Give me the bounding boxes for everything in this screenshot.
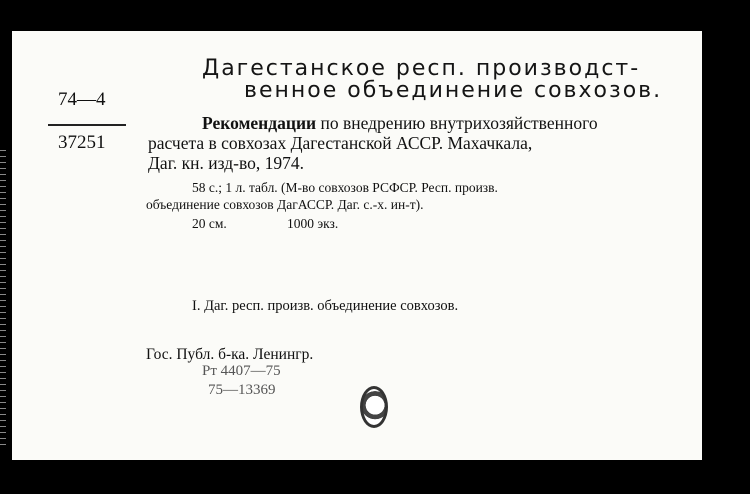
handwritten-heading-line-2: венное объединение совхозов. xyxy=(244,78,663,103)
imprint-line: Даг. кн. изд-во, 1974. xyxy=(148,153,304,173)
scan-edge-marks xyxy=(0,150,6,450)
handwritten-heading-line-1: Дагестанское респ. производст- xyxy=(202,56,641,81)
index-divider xyxy=(48,124,126,126)
registration-number-2: 75—13369 xyxy=(208,382,276,398)
classification-number: 74—4 xyxy=(58,89,106,110)
size: 20 см. xyxy=(192,216,227,231)
catalog-card xyxy=(12,31,702,460)
call-number: 37251 xyxy=(58,132,106,153)
collation-line-2: объединение совхозов ДагАССР. Даг. с.-х. ин-т). xyxy=(146,197,424,212)
title-line-1 xyxy=(202,113,598,134)
punch-hole-icon xyxy=(360,386,388,428)
size-and-copies xyxy=(192,216,339,232)
tracing: I. Даг. респ. произв. объединение совхозов. xyxy=(192,298,459,314)
title-line-1-rest: по внедрению внутрихозяйственного xyxy=(316,113,598,133)
library-stamp-line: Гос. Публ. б-ка. Ленингр. xyxy=(146,346,314,363)
title-line-2: расчета в совхозах Дагестанской АССР. Махачкала, xyxy=(148,133,533,153)
collation-line-1: 58 с.; 1 л. табл. (М-во совхозов РСФСР. Респ. произв. xyxy=(192,180,498,195)
copies: 1000 экз. xyxy=(287,216,339,231)
registration-number-1: Рт 4407—75 xyxy=(202,363,281,379)
title-keyword: Рекомендации xyxy=(202,113,317,133)
